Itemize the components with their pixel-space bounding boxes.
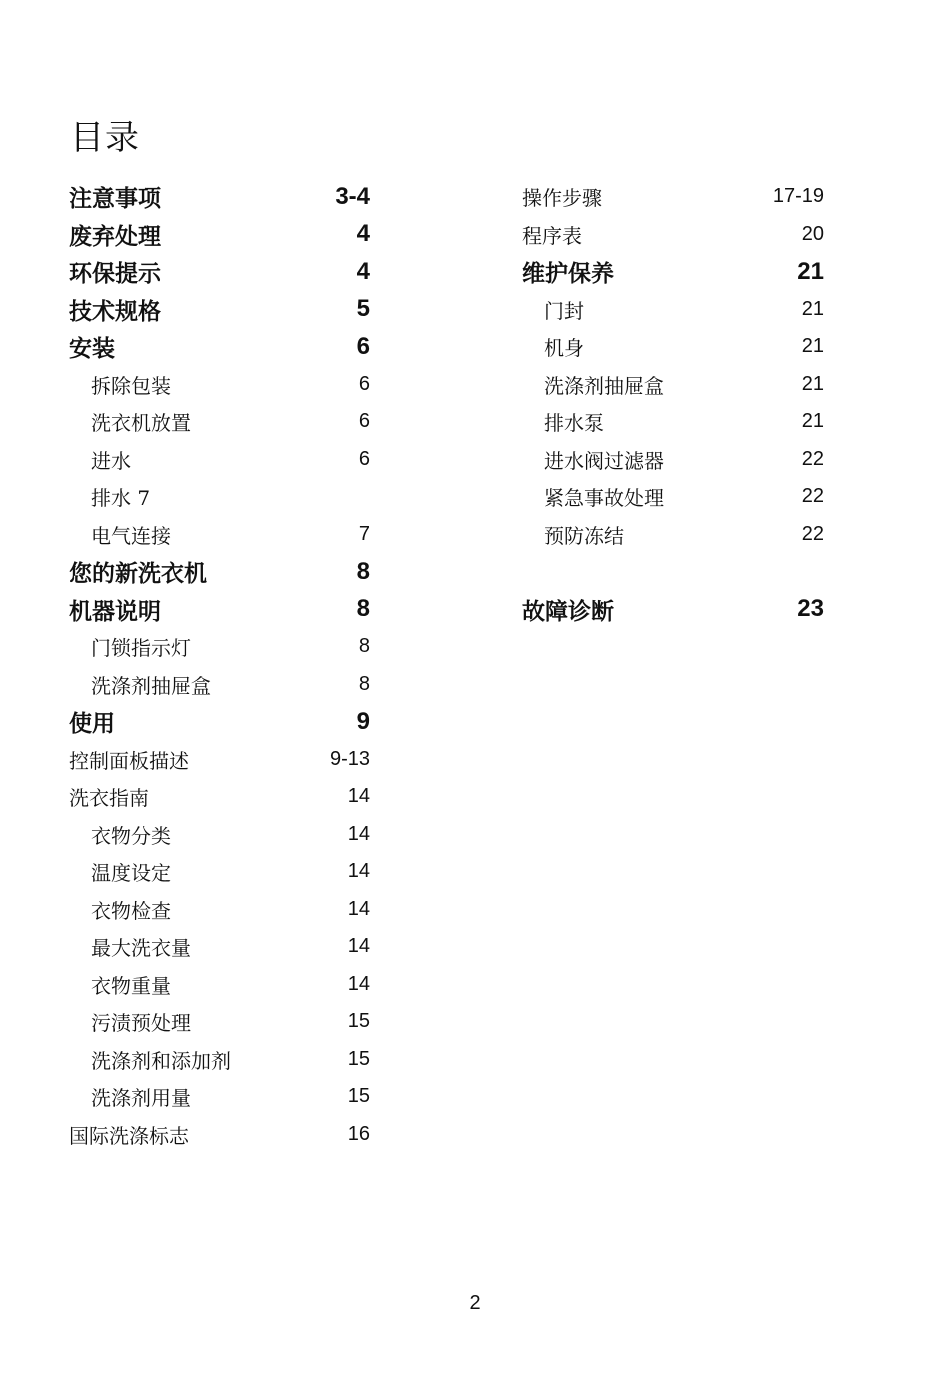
toc-entry-page: 9	[356, 707, 370, 735]
toc-entry-page: 5	[356, 295, 370, 323]
toc-entry-label: 进水阀过滤器	[544, 448, 664, 473]
toc-entry[interactable]	[69, 516, 370, 554]
toc-entry[interactable]	[69, 1003, 370, 1041]
toc-entry-label: 洗涤剂用量	[91, 1086, 191, 1111]
toc-entry-label: 程序表	[522, 223, 582, 248]
toc-entry-label: 衣物重量	[91, 973, 171, 998]
toc-entry-label: 排水泵	[544, 411, 604, 436]
toc-entry-page: 23	[797, 595, 824, 623]
toc-entry-page: 8	[358, 635, 370, 658]
toc-entry[interactable]	[522, 366, 824, 404]
page-title: 目录	[70, 118, 140, 158]
toc-entry[interactable]	[69, 628, 370, 666]
page-number: 2	[469, 1292, 481, 1314]
toc-entry[interactable]	[69, 591, 370, 629]
toc-entry-page: 14	[347, 822, 370, 845]
toc-entry-label: 安装	[69, 336, 115, 363]
toc-entry[interactable]	[69, 553, 370, 591]
toc-entry[interactable]	[69, 253, 370, 291]
toc-entry-label: 控制面板描述	[69, 748, 189, 773]
toc-entry[interactable]	[522, 403, 824, 441]
toc-entry-page: 3-4	[335, 182, 370, 210]
toc-entry[interactable]	[522, 478, 824, 516]
toc-entry-label: 国际洗涤标志	[69, 1123, 189, 1148]
toc-entry-page: 15	[347, 1010, 370, 1033]
toc-entry-label: 温度设定	[91, 861, 171, 886]
toc-entry-label: 进水	[91, 448, 131, 473]
toc-entry-label: 洗涤剂和添加剂	[91, 1048, 231, 1073]
toc-entry-label: 环保提示	[69, 261, 161, 288]
toc-entry-label: 洗涤剂抽屉盒	[544, 373, 664, 398]
toc-entry-page: 21	[797, 257, 824, 285]
toc-entry[interactable]	[522, 216, 824, 254]
toc-entry-page: 21	[801, 335, 824, 358]
toc-entry-page: 20	[801, 222, 824, 245]
toc-entry[interactable]	[69, 478, 370, 516]
toc-entry-label: 维护保养	[522, 261, 614, 288]
toc-entry[interactable]	[69, 666, 370, 704]
toc-entry[interactable]	[69, 1041, 370, 1079]
toc-entry-label: 紧急事故处理	[544, 486, 664, 511]
toc-entry-page: 8	[356, 595, 370, 623]
toc-entry-label: 排水 7	[91, 486, 151, 511]
toc-entry[interactable]	[69, 703, 370, 741]
toc-entry-label: 最大洗衣量	[91, 936, 191, 961]
toc-entry-label: 洗涤剂抽屉盒	[91, 673, 211, 698]
toc-entry-label: 衣物分类	[91, 823, 171, 848]
toc-entry-page: 9-13	[329, 747, 370, 770]
toc-entry[interactable]	[69, 741, 370, 779]
toc-entry-label: 洗衣机放置	[91, 411, 191, 436]
toc-entry-label: 预防冻结	[544, 523, 624, 548]
toc-entry-label: 衣物检查	[91, 898, 171, 923]
toc-entry-label: 洗衣指南	[69, 786, 149, 811]
toc-entry-page: 7	[358, 522, 370, 545]
toc-entry[interactable]	[69, 966, 370, 1004]
toc-entry-page: 22	[801, 522, 824, 545]
toc-entry[interactable]	[522, 253, 824, 291]
toc-entry-label: 注意事项	[69, 186, 161, 213]
toc-entry-page: 6	[356, 332, 370, 360]
toc-entry[interactable]	[69, 1078, 370, 1116]
toc-entry-label: 操作步骤	[522, 186, 602, 211]
toc-entry-page: 14	[347, 972, 370, 995]
toc-right-column	[522, 178, 824, 628]
toc-entry[interactable]	[522, 291, 824, 329]
toc-entry-page: 14	[347, 897, 370, 920]
toc-entry-label: 门锁指示灯	[91, 636, 191, 661]
toc-entry-page: 15	[347, 1085, 370, 1108]
toc-entry-label: 门封	[544, 298, 584, 323]
toc-entry-label: 机身	[544, 336, 584, 361]
toc-entry-page: 14	[347, 860, 370, 883]
toc-entry[interactable]	[69, 891, 370, 929]
toc-entry[interactable]	[69, 853, 370, 891]
toc-entry[interactable]	[522, 178, 824, 216]
toc-entry-page: 17-19	[772, 185, 824, 208]
toc-entry[interactable]	[69, 291, 370, 329]
toc-entry-page: 15	[347, 1047, 370, 1070]
toc-entry[interactable]	[69, 778, 370, 816]
toc-entry-page: 8	[358, 672, 370, 695]
toc-entry-page: 6	[358, 447, 370, 470]
toc-entry-page: 8	[356, 557, 370, 585]
toc-entry[interactable]	[69, 1116, 370, 1154]
toc-entry-label: 污渍预处理	[91, 1011, 191, 1036]
toc-entry-page: 4	[356, 257, 370, 285]
toc-entry-label: 使用	[69, 711, 115, 738]
toc-entry-label: 您的新洗衣机	[69, 561, 207, 588]
toc-entry-page: 6	[358, 410, 370, 433]
toc-entry[interactable]	[522, 591, 824, 629]
toc-entry[interactable]	[69, 178, 370, 216]
toc-spacer	[522, 553, 824, 591]
toc-entry[interactable]	[69, 816, 370, 854]
toc-entry[interactable]	[69, 441, 370, 479]
toc-entry-label: 拆除包装	[91, 373, 171, 398]
toc-entry[interactable]	[522, 328, 824, 366]
toc-entry[interactable]	[69, 328, 370, 366]
toc-entry-label: 故障诊断	[522, 598, 614, 625]
toc-entry-page: 14	[347, 935, 370, 958]
toc-entry-page: 6	[358, 372, 370, 395]
toc-entry[interactable]	[522, 516, 824, 554]
toc-entry-label: 机器说明	[69, 598, 161, 625]
toc-entry[interactable]	[69, 928, 370, 966]
toc-entry-page: 21	[801, 297, 824, 320]
toc-left-column	[69, 178, 370, 1153]
toc-entry-label: 电气连接	[91, 523, 171, 548]
toc-entry-page: 22	[801, 485, 824, 508]
toc-entry[interactable]	[522, 441, 824, 479]
toc-entry-page: 14	[347, 785, 370, 808]
toc-entry[interactable]	[69, 216, 370, 254]
toc-entry-label: 废弃处理	[69, 223, 161, 250]
toc-entry[interactable]	[69, 403, 370, 441]
toc-entry-page: 4	[356, 220, 370, 248]
toc-entry-page: 16	[347, 1122, 370, 1145]
toc-entry-page: 21	[801, 372, 824, 395]
toc-entry-page: 22	[801, 447, 824, 470]
toc-entry[interactable]	[69, 366, 370, 404]
toc-entry-label: 技术规格	[69, 298, 161, 325]
toc-entry-page: 21	[801, 410, 824, 433]
